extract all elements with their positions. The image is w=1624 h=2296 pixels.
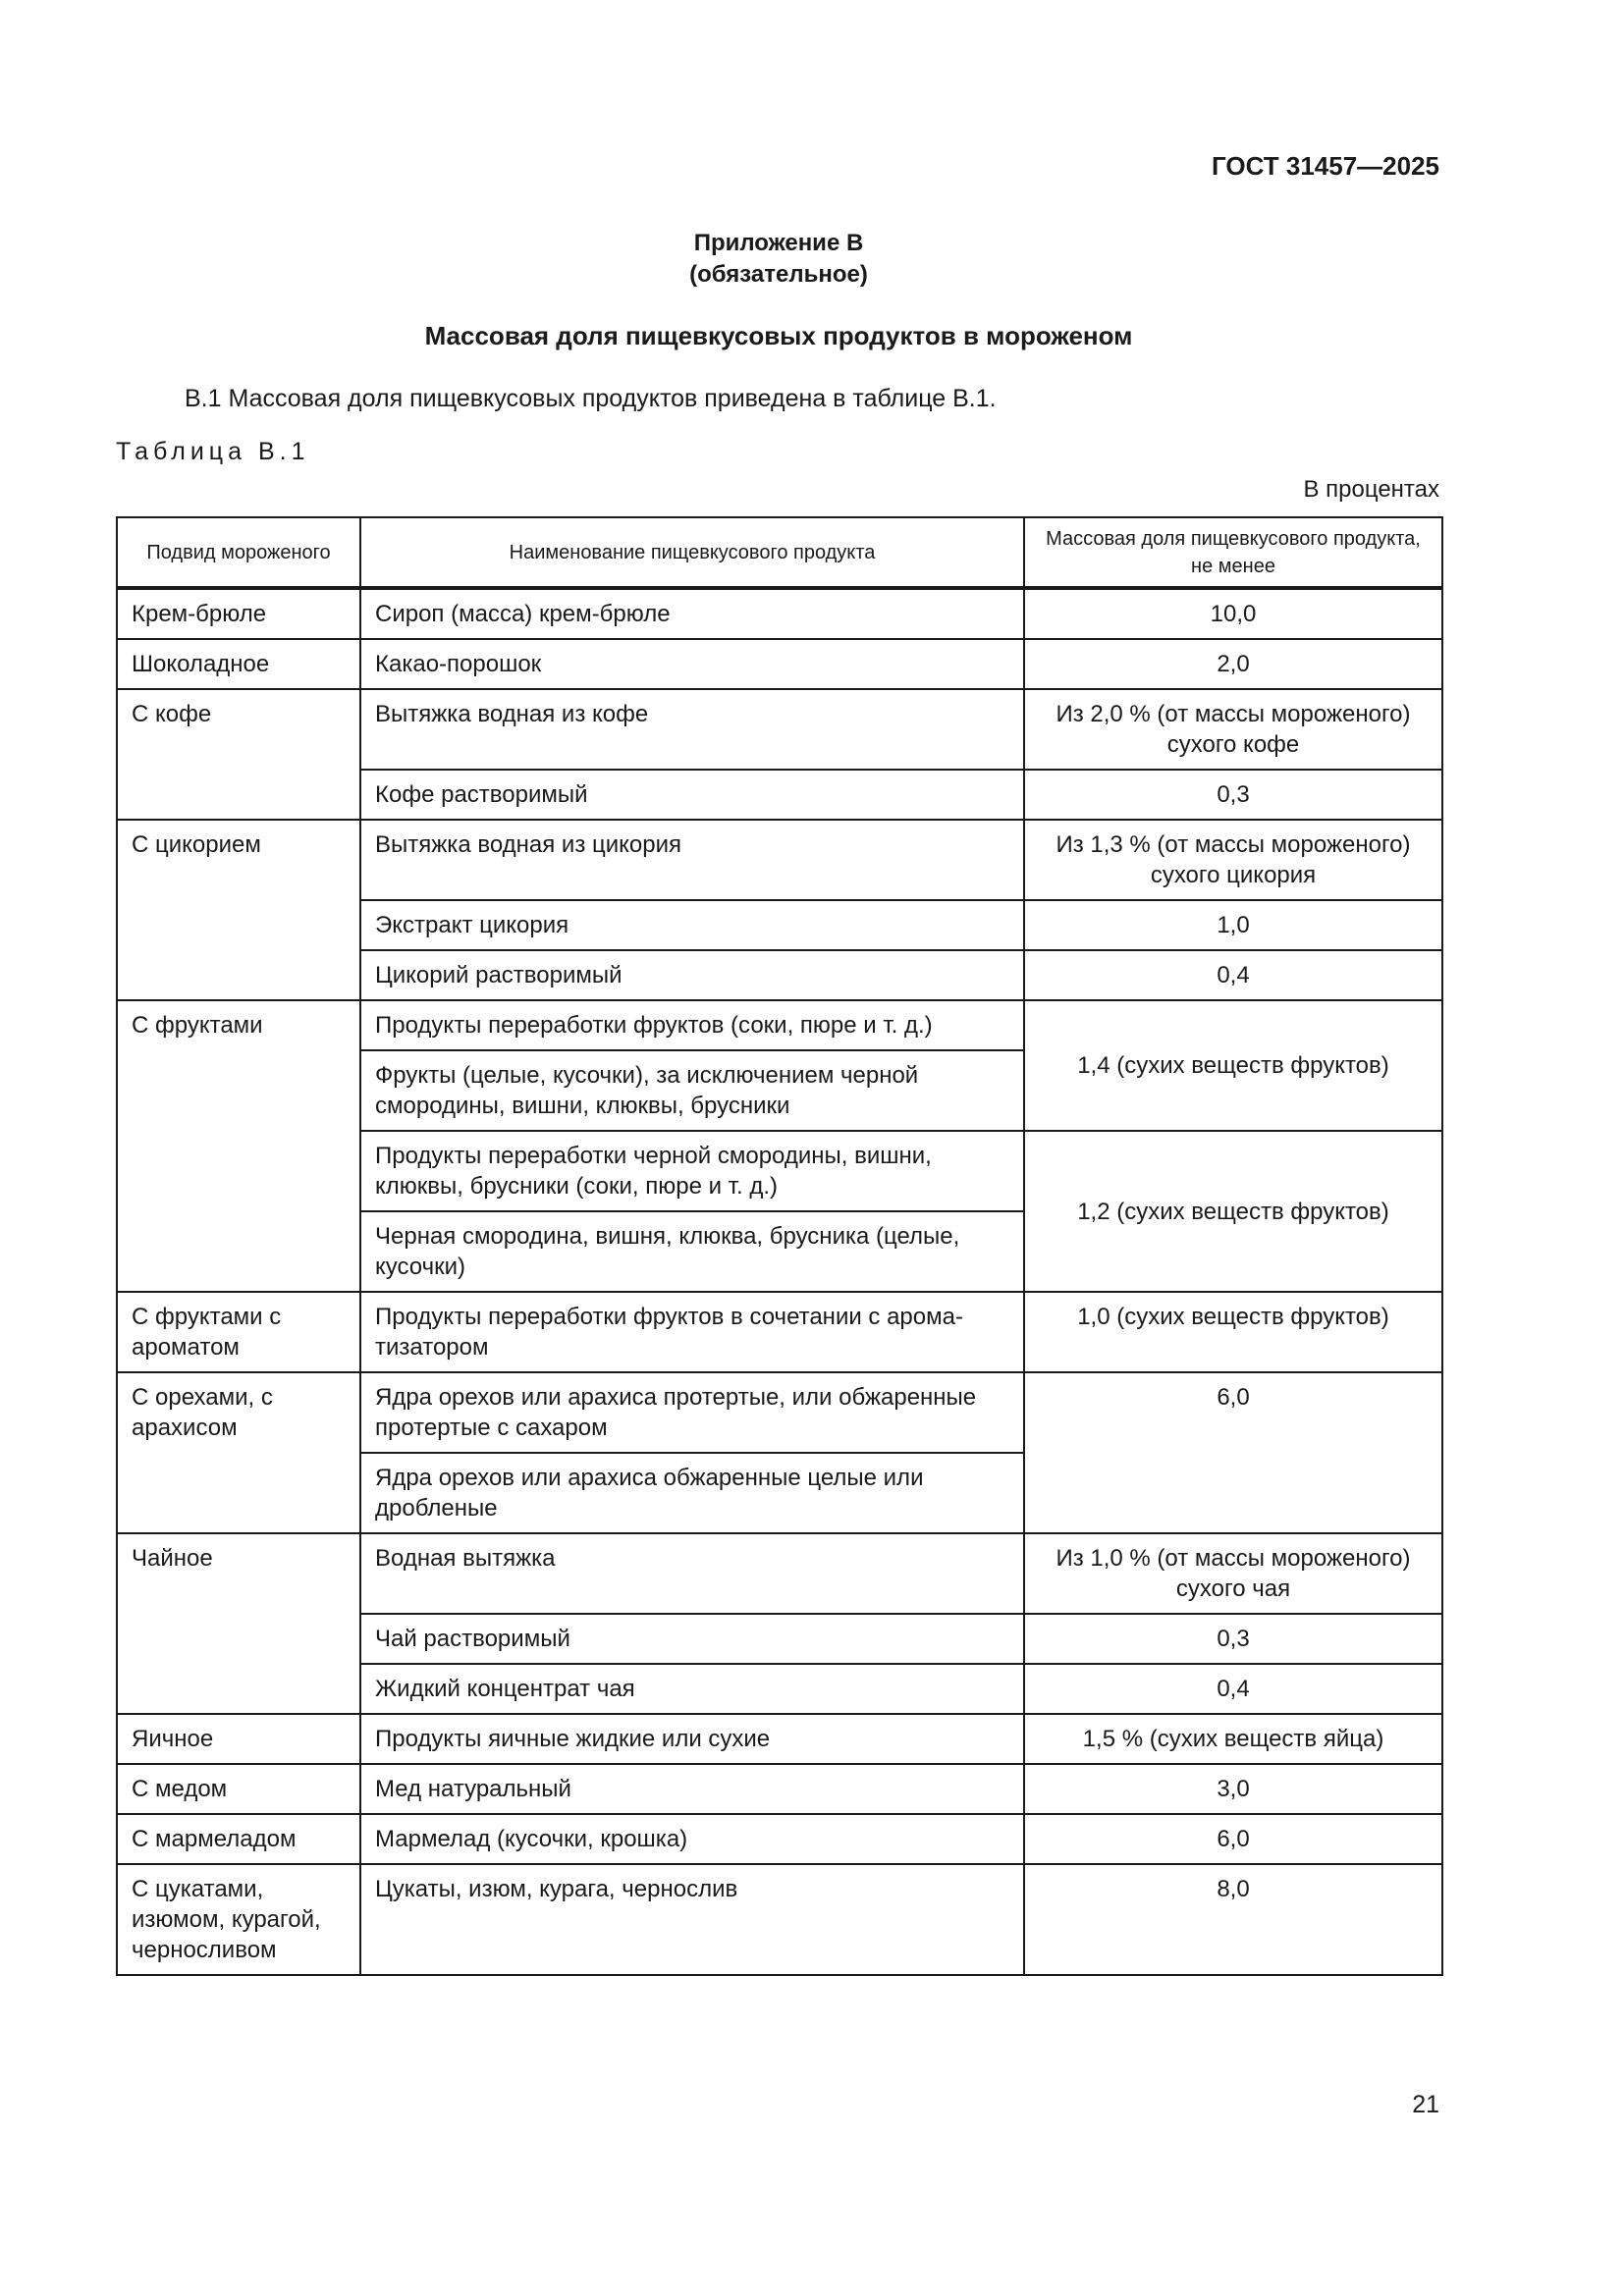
column-header-product: Наименование пищевкусового продукта bbox=[360, 517, 1024, 588]
column-header-mass-fraction: Массовая доля пищевкусового продукта, не менее bbox=[1024, 517, 1442, 588]
value-cell: 6,0 bbox=[1024, 1372, 1442, 1533]
product-cell: Продукты переработки фруктов в сочетании с ароматизатором bbox=[360, 1292, 1024, 1372]
table-units: В процентах bbox=[1303, 476, 1439, 503]
table-row bbox=[117, 1533, 1442, 1614]
appendix-title: Приложение В bbox=[693, 230, 864, 256]
value-cell: 0,4 bbox=[1024, 1664, 1442, 1714]
product-cell: Мармелад (кусочки, крошка) bbox=[360, 1814, 1024, 1864]
product-cell: Фрукты (целые, кусочки), за исключением черной смородины, вишни, клюквы, брусники bbox=[360, 1050, 1024, 1131]
product-cell: Кофе растворимый bbox=[360, 770, 1024, 820]
table-row bbox=[117, 1714, 1442, 1764]
appendix-heading bbox=[0, 228, 1557, 291]
product-cell: Мед натуральный bbox=[360, 1764, 1024, 1814]
table-caption: Таблица В.1 bbox=[116, 438, 310, 465]
product-cell: Экстракт цикория bbox=[360, 900, 1024, 950]
product-cell: Продукты яичные жидкие или сухие bbox=[360, 1714, 1024, 1764]
product-cell: Продукты переработки черной смородины, вишни, клюквы, брусники (соки, пюре и т. д.) bbox=[360, 1131, 1024, 1211]
page-number: 21 bbox=[1412, 2091, 1439, 2118]
column-header-subtype: Подвид мороженого bbox=[117, 517, 360, 588]
subtype-cell: С медом bbox=[117, 1764, 360, 1814]
value-cell: 1,0 bbox=[1024, 900, 1442, 950]
product-cell: Чай растворимый bbox=[360, 1614, 1024, 1664]
table-row bbox=[117, 689, 1442, 770]
value-cell: 6,0 bbox=[1024, 1814, 1442, 1864]
table-row bbox=[117, 639, 1442, 689]
document-code: ГОСТ 31457—2025 bbox=[1212, 151, 1439, 181]
value-cell: 1,0 (сухих веществ фруктов) bbox=[1024, 1292, 1442, 1372]
subtype-cell: Шоколадное bbox=[117, 639, 360, 689]
product-cell: Сироп (масса) крем-брюле bbox=[360, 588, 1024, 639]
subtype-cell: С орехами, с арахисом bbox=[117, 1372, 360, 1533]
table-header-row bbox=[117, 517, 1442, 588]
intro-paragraph: В.1 Массовая доля пищевкусовых продуктов приведена в таблице В.1. bbox=[185, 385, 997, 412]
table-row bbox=[117, 820, 1442, 900]
value-cell: 8,0 bbox=[1024, 1864, 1442, 1975]
subtype-cell: Яичное bbox=[117, 1714, 360, 1764]
product-cell: Ядра орехов или арахиса протертые, или обжаренные протертые с сахаром bbox=[360, 1372, 1024, 1453]
value-cell: 0,4 bbox=[1024, 950, 1442, 1000]
table-row bbox=[117, 1000, 1442, 1050]
value-cell: 1,4 (сухих веществ фруктов) bbox=[1024, 1000, 1442, 1131]
product-cell: Цукаты, изюм, курага, чернослив bbox=[360, 1864, 1024, 1975]
table-row bbox=[117, 1864, 1442, 1975]
value-cell: 3,0 bbox=[1024, 1764, 1442, 1814]
subtype-cell: С мармеладом bbox=[117, 1814, 360, 1864]
product-cell: Вытяжка водная из кофе bbox=[360, 689, 1024, 770]
product-cell: Цикорий растворимый bbox=[360, 950, 1024, 1000]
value-cell: 1,2 (сухих веществ фруктов) bbox=[1024, 1131, 1442, 1292]
product-cell: Ядра орехов или арахиса обжаренные целые или дробленые bbox=[360, 1453, 1024, 1533]
subtype-cell: С цикорием bbox=[117, 820, 360, 1000]
appendix-status: (обязательное) bbox=[689, 261, 868, 288]
value-cell: 2,0 bbox=[1024, 639, 1442, 689]
product-cell: Черная смородина, вишня, клюква, брусника (целые, кусочки) bbox=[360, 1211, 1024, 1292]
value-cell: Из 2,0 % (от массы мороженого) сухого кофе bbox=[1024, 689, 1442, 770]
product-cell: Продукты переработки фруктов (соки, пюре и т. д.) bbox=[360, 1000, 1024, 1050]
table-row bbox=[117, 1814, 1442, 1864]
value-cell: 0,3 bbox=[1024, 770, 1442, 820]
value-cell: Из 1,0 % (от массы мороженого) сухого чая bbox=[1024, 1533, 1442, 1614]
section-title: Массовая доля пищевкусовых продуктов в мороженом bbox=[424, 321, 1133, 350]
product-cell: Какао-порошок bbox=[360, 639, 1024, 689]
subtype-cell: С кофе bbox=[117, 689, 360, 820]
value-cell: 10,0 bbox=[1024, 588, 1442, 639]
value-cell: 1,5 % (сухих веществ яйца) bbox=[1024, 1714, 1442, 1764]
table-row bbox=[117, 1764, 1442, 1814]
subtype-cell: Чайное bbox=[117, 1533, 360, 1714]
subtype-cell: С фруктами bbox=[117, 1000, 360, 1292]
mass-fraction-table bbox=[116, 516, 1443, 1976]
product-cell: Жидкий концентрат чая bbox=[360, 1664, 1024, 1714]
value-cell: 0,3 bbox=[1024, 1614, 1442, 1664]
subtype-cell: С фруктами с ароматом bbox=[117, 1292, 360, 1372]
subtype-cell: Крем-брюле bbox=[117, 588, 360, 639]
product-cell: Вытяжка водная из цикория bbox=[360, 820, 1024, 900]
value-cell: Из 1,3 % (от массы мороженого) сухого цикория bbox=[1024, 820, 1442, 900]
table-row bbox=[117, 588, 1442, 639]
product-cell: Водная вытяжка bbox=[360, 1533, 1024, 1614]
subtype-cell: С цукатами, изюмом, курагой, черносливом bbox=[117, 1864, 360, 1975]
table-row bbox=[117, 1372, 1442, 1453]
table-row bbox=[117, 1292, 1442, 1372]
